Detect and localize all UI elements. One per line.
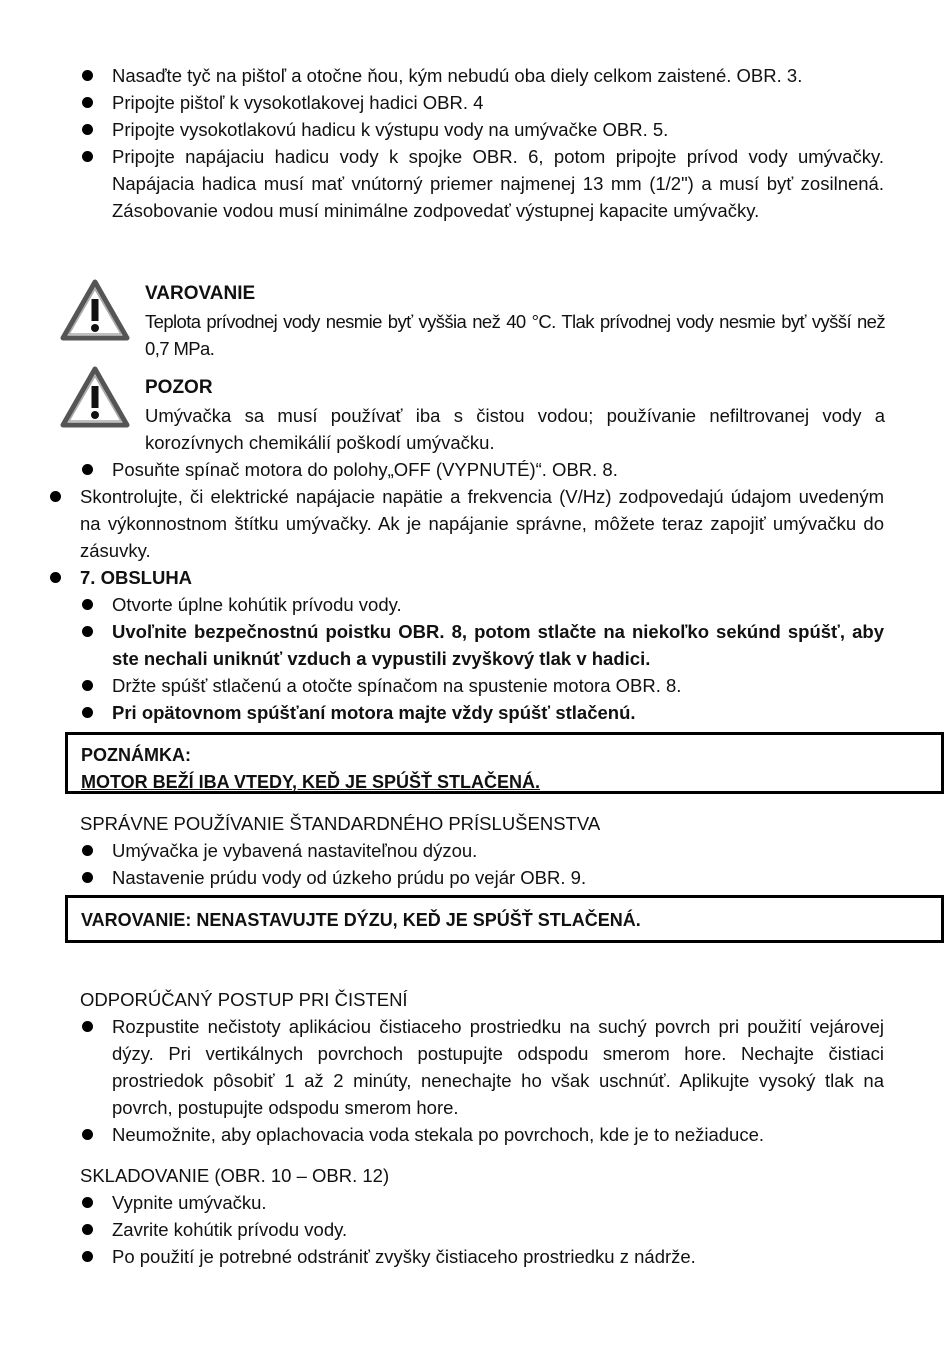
warning-box-text: VAROVANIE: NENASTAVUJTE DÝZU, KEĎ JE SPÚŠŤ STLAČENÁ.	[81, 910, 641, 930]
note-box	[65, 732, 944, 794]
warning-box	[65, 895, 944, 943]
caution-text: Umývačka sa musí používať iba s čistou vodou; používanie nefiltrovanej vody a korozívnych chemikálií poškodí umývačku.	[145, 405, 885, 453]
bullet	[82, 70, 93, 81]
bullet	[82, 872, 93, 883]
list-item: Rozpustite nečistoty aplikáciou čistiaceho prostriedku na suchý povrch pri použití vejárovej dýzy. Pri vertikálnych povrchoch postupujte odspodu smerom hore. Nechajte čistiaci prostriedok pôsobiť 1 až 2 minúty, nenechajte ho však uschnúť. Aplikujte vysoký tlak na povrch, postupujte odspodu smerom hore.	[112, 1016, 884, 1118]
bullet	[82, 1224, 93, 1235]
list-item: Zavrite kohútik prívodu vody.	[112, 1219, 348, 1240]
bullet	[82, 626, 93, 637]
bullet	[82, 707, 93, 718]
list-item: Držte spúšť stlačenú a otočte spínačom na spustenie motora OBR. 8.	[112, 675, 682, 696]
section-heading: 7. OBSLUHA	[80, 567, 193, 588]
bullet	[82, 680, 93, 691]
list-item: Neumožnite, aby oplachovacia voda stekala po povrchoch, kde je to nežiaduce.	[112, 1124, 765, 1145]
bullet	[82, 1197, 93, 1208]
bullet	[50, 572, 61, 583]
bullet	[82, 1251, 93, 1262]
list-item: Pripojte vysokotlakovú hadicu k výstupu vody na umývačke OBR. 5.	[112, 119, 669, 140]
bullet	[82, 1021, 93, 1032]
warning-triangle-icon	[60, 279, 130, 341]
list-item: Pri opätovnom spúšťaní motora majte vždy spúšť stlačenú.	[112, 702, 636, 723]
bullet	[82, 1129, 93, 1140]
warning-triangle-icon	[60, 366, 130, 428]
list-item: Vypnite umývačku.	[112, 1192, 267, 1213]
list-item: Skontrolujte, či elektrické napájacie napätie a frekvencia (V/Hz) zodpovedajú údajom uvedeným na výkonnostnom štítku umývačky. Ak je napájanie správne, môžete teraz zapojiť umývačku do zásuvky.	[80, 486, 884, 561]
list-item: Pripojte napájaciu hadicu vody k spojke OBR. 6, potom pripojte prívod vody umývačky. Napájacia hadica musí mať vnútorný priemer najmenej 13 mm (1/2") a musí byť zosilnená. Zásobovanie vodou musí minimálne zodpovedať výstupnej kapacite umývačky.	[112, 146, 884, 221]
bullet	[82, 599, 93, 610]
list-item: Po použití je potrebné odstrániť zvyšky čistiaceho prostriedku z nádrže.	[112, 1246, 696, 1267]
list-item: Posuňte spínač motora do polohy„OFF (VYPNUTÉ)“. OBR. 8.	[112, 459, 618, 480]
list-item: Umývačka je vybavená nastaviteľnou dýzou.	[112, 840, 478, 861]
list-item: Uvoľnite bezpečnostnú poistku OBR. 8, potom stlačte na niekoľko sekúnd spúšť, aby ste nechali uniknúť vzduch a vypustili zvyškový tlak v hadici.	[112, 621, 884, 669]
list-item: Nastavenie prúdu vody od úzkeho prúdu po vejár OBR. 9.	[112, 867, 587, 888]
warning-text: Teplota prívodnej vody nesmie byť vyššia než 40 °C. Tlak prívodnej vody nesmie byť vyšší než 0,7 MPa.	[145, 311, 885, 359]
bullet	[82, 97, 93, 108]
warning-title: VAROVANIE	[145, 283, 256, 304]
storage-heading: SKLADOVANIE (OBR. 10 – OBR. 12)	[80, 1165, 390, 1186]
caution-title: POZOR	[145, 377, 213, 398]
bullet	[82, 845, 93, 856]
bullet	[82, 151, 93, 162]
list-item: Otvorte úplne kohútik prívodu vody.	[112, 594, 402, 615]
bullet	[82, 464, 93, 475]
list-item: Pripojte pištoľ k vysokotlakovej hadici OBR. 4	[112, 92, 484, 113]
note-text: MOTOR BEŽÍ IBA VTEDY, KEĎ JE SPÚŠŤ STLAČENÁ.	[81, 772, 541, 792]
note-label: POZNÁMKA:	[81, 745, 191, 765]
bullet	[50, 491, 61, 502]
bullet	[82, 124, 93, 135]
list-item: Nasaďte tyč na pištoľ a otočne ňou, kým nebudú oba diely celkom zaistené. OBR. 3.	[112, 65, 803, 86]
accessories-heading: SPRÁVNE POUŽÍVANIE ŠTANDARDNÉHO PRÍSLUŠENSTVA	[80, 813, 601, 834]
cleaning-heading: ODPORÚČANÝ POSTUP PRI ČISTENÍ	[80, 989, 408, 1010]
